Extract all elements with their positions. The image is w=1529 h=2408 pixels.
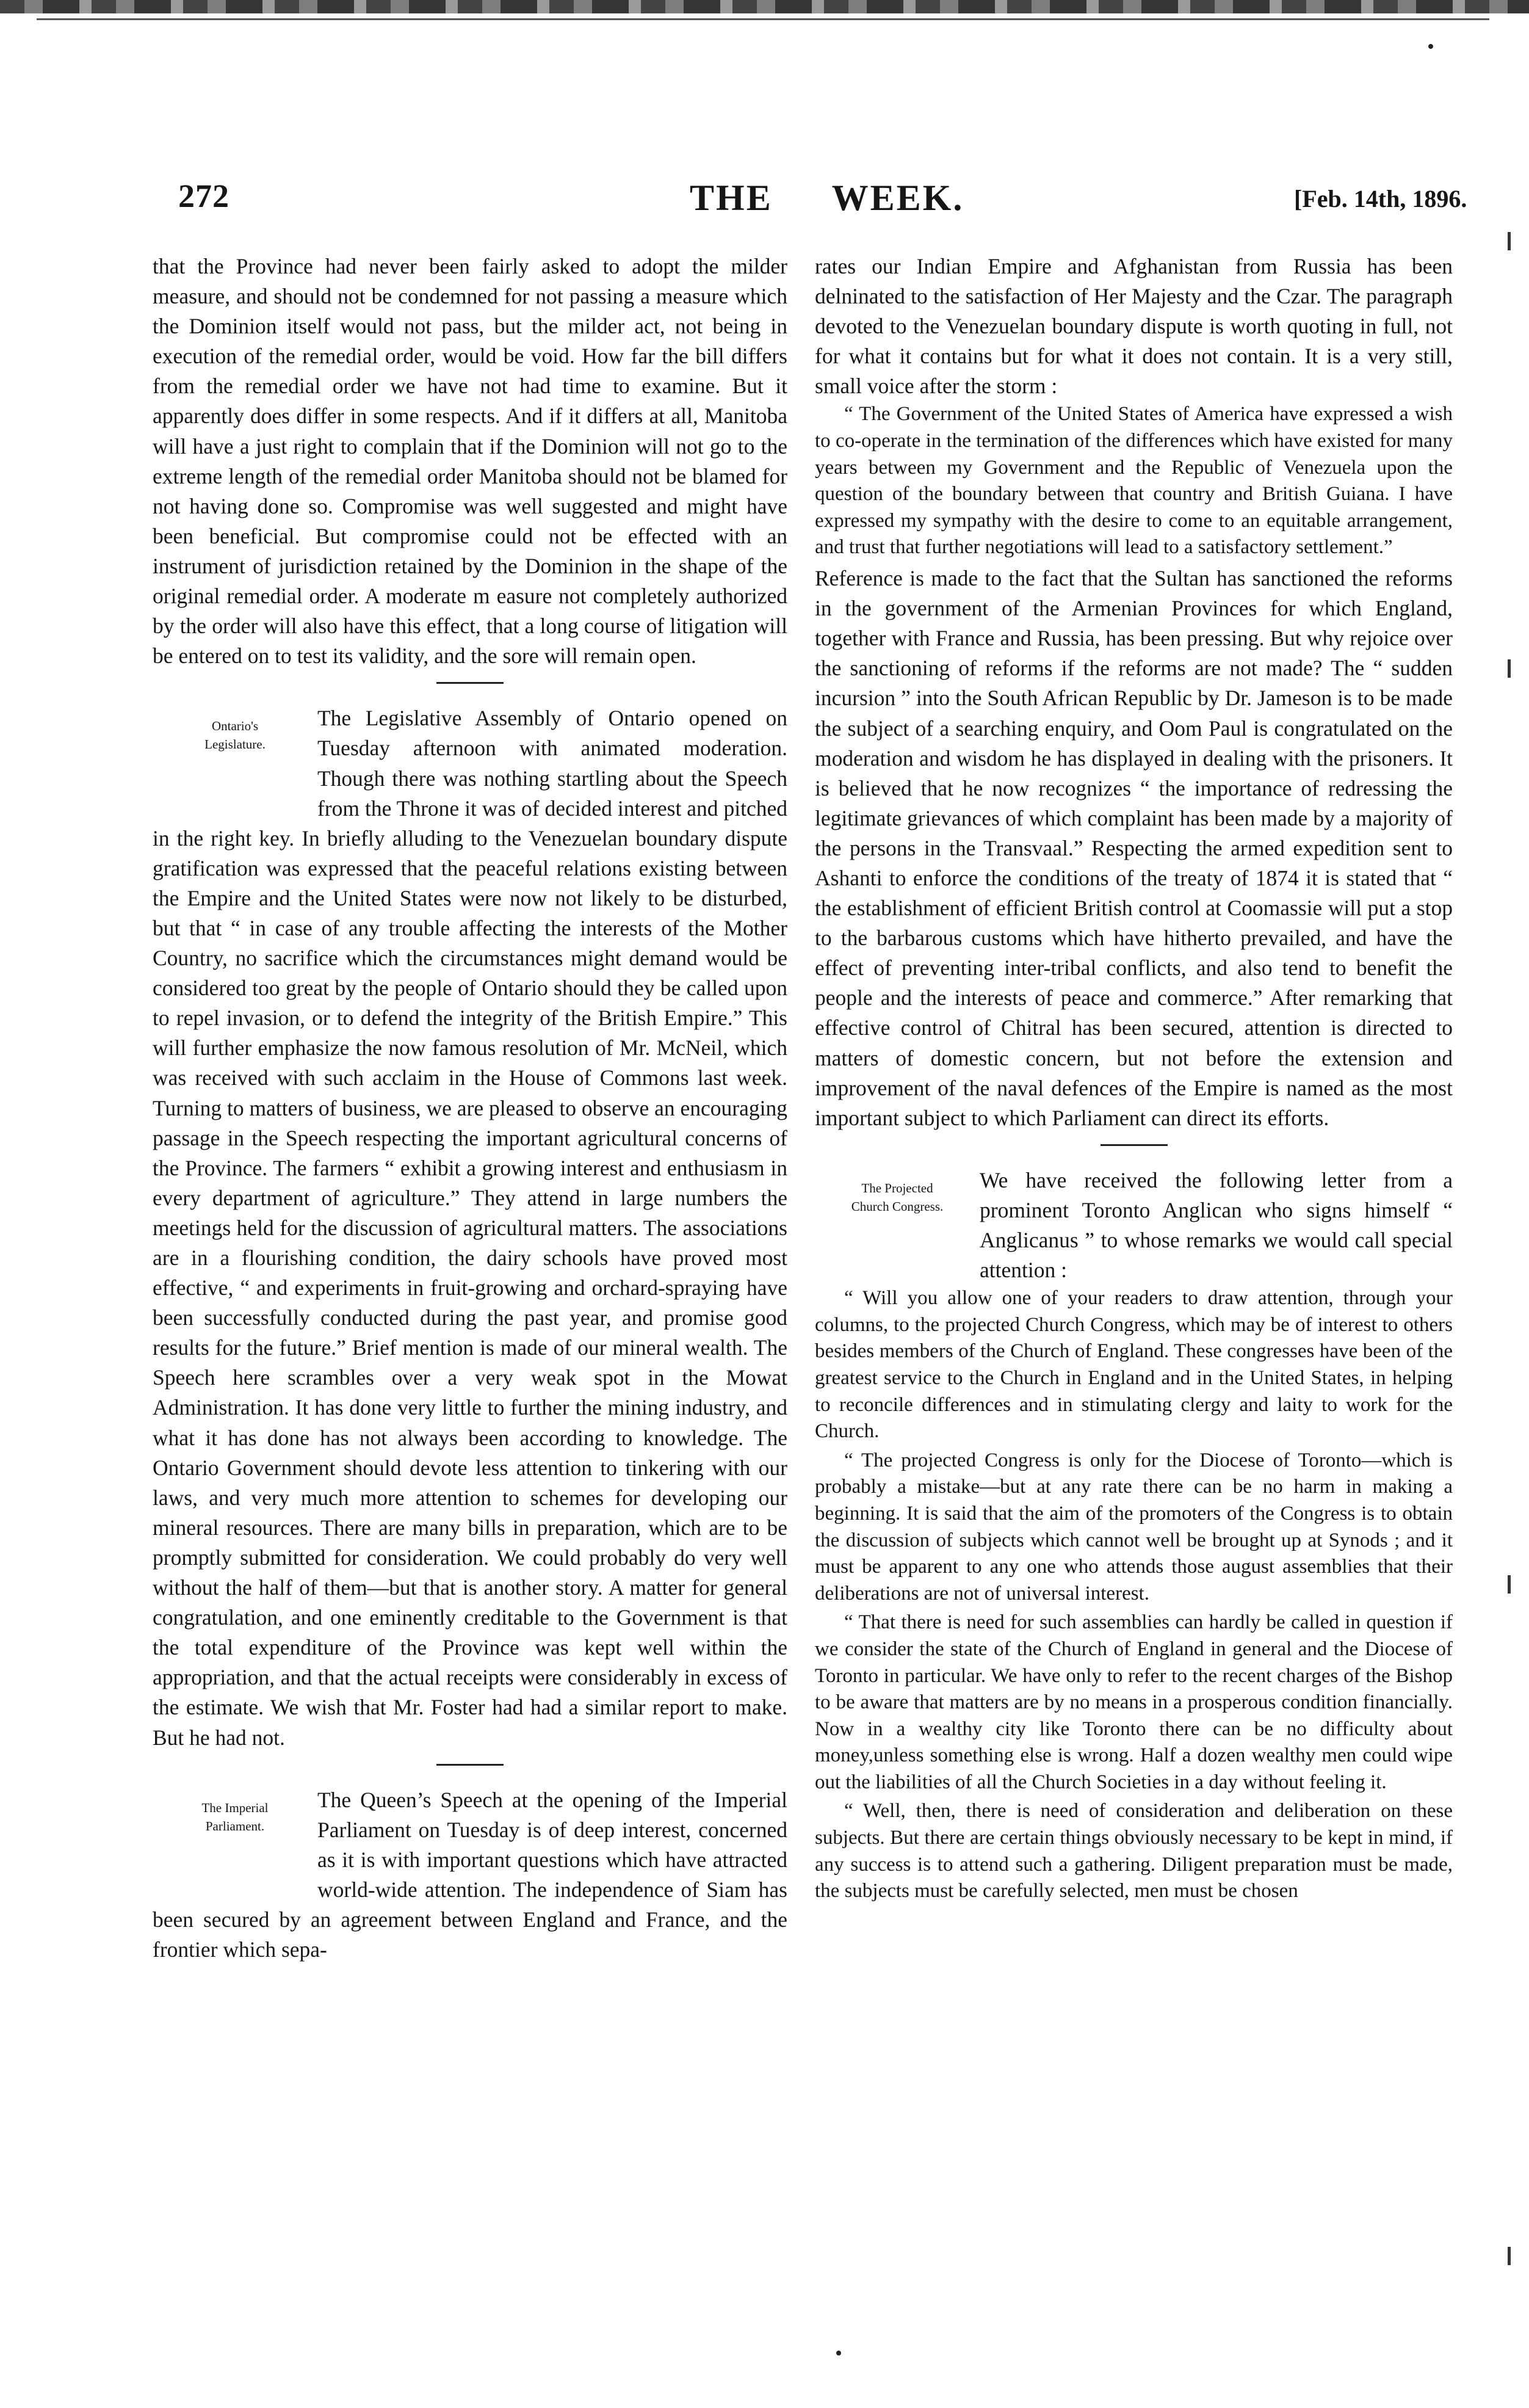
left-paragraph-continued: that the Province had never been fairly asked to adopt the milder measure, and should not be condemned for not passing a measure which the Dominion itself would not pass, but the milder act, not being in execution of the remedial order, would be void. How far the bill differs from the remedial order we have not had time to examine. But it apparently does differ in some respects. And if it differs at all, Manitoba will have a just right to complain that if the Dominion will not go to the extreme length of the remedial order Manitoba should not be blamed for not having done so. Compromise was well suggested and might have been beneficial. But compromise could not be effected with an instrument of jurisdiction retained by the Dominion in the shape of the original remedial order. A moderate m easure not completely authorized by the order will also have this effect, that a long course of litigation will be entered on to test its validity, and the sore will remain open. [153, 254, 787, 669]
scan-top-edge [0, 0, 1529, 13]
masthead [690, 177, 964, 219]
right-paragraph-reference: Reference is made to the fact that the Sultan has sanctioned the reforms in the government of the Armenian Provinces for which England, together with France and Russia, has been pressing. But why rejoice over the sanctioning of reforms if the reforms are not made? The “ sudden incursion ” into the South African Republic by Dr. Jameson is to be made the subject of a searching enquiry, and Oom Paul is congratulated on the moderation and wisdom he has displayed in dealing with the prisoners. It is believed that he now recognizes “ the importance of redressing the legitimate grievances of which complaint has been made by a majority of the persons in the Transvaal.” Respecting the armed expedition sent to Ashanti to enforce the conditions of the treaty of 1874 it is stated that “ the establishment of efficient British control at Coomassie will put a stop to the barbarous customs which have hitherto prevailed, and have the effect of preventing inter-tribal conflicts, and also tend to benefit the people and the interests of peace and commerce.” After remarking that effective control of Chitral has been secured, attention is directed to matters of domestic concern, but not before the extension and improvement of the naval defences of the Empire is named as the most important subject to which Parliament can direct its efforts. [815, 566, 1453, 1130]
church-intro-paragraph: We have received the following letter from a prominent Toronto Anglican who signs himself “ Anglicanus ” to whose remarks we would call special attention : [980, 1167, 1453, 1283]
scan-speck [1428, 44, 1433, 49]
scan-margin-marks [1502, 232, 1520, 2308]
side-heading-ontario [153, 703, 317, 802]
scan-rule [37, 18, 1489, 20]
letter-paragraph: “ The projected Congress is only for the Diocese of Toronto—which is probably a mistake—but at any rate there can be no harm in making a beginning. It is said that the aim of the promoters of the Congress is to obtain the discussion of subjects which cannot well be brought up at Synods ; and it must be apparent to any one who attends those august assemblies that their deliberations are not of universal interest. [815, 1449, 1453, 1605]
side-heading-line: The Imperial [201, 1800, 269, 1815]
side-heading-line: Legislature. [204, 737, 266, 752]
side-heading-line: Parliament. [205, 1818, 265, 1833]
side-heading-imperial [153, 1785, 317, 1884]
right-column [815, 252, 1453, 1907]
page-number: 272 [178, 178, 230, 214]
side-heading-line: Church Congress. [851, 1199, 944, 1214]
right-paragraph-continued: rates our Indian Empire and Afghanistan from Russia has been delninated to the satisfaction of Her Majesty and the Czar. The paragraph devoted to the Venezuelan boundary dispute is worth quoting in full, not for what it contains but for what it does not contain. It is a very still, small voice after the storm : [815, 254, 1453, 399]
section-divider [436, 1764, 504, 1766]
letter-paragraph: “ Well, then, there is need of consideration and deliberation on these subjects. But there are certain things obviously necessary to be kept in mind, if any success is to attend such a gathering. Diligent preparation must be made, the subjects must be carefully selected, men must be chosen [815, 1800, 1453, 1902]
letter-paragraph: “ That there is need for such assemblies can hardly be called in question if we consider the state of the Church of England in general and the Diocese of Toronto in particular. We have only to refer to the recent charges of the Bishop to be aware that matters are by no means in a prosperous condition financially. Now in a wealthy city like Toronto there can be no difficulty about money,unless something else is wrong. Half a dozen wealthy men could wipe out the liabilities of all the Church Societies in a day without feeling it. [815, 1611, 1453, 1793]
queens-speech-quote: “ The Government of the United States of America have expressed a wish to co-operate in the termination of the differences which have existed for many years between my Government and the Republic of Venezuela upon the question of the boundary between that country and British Guiana. I have expressed my sympathy with the desire to come to an equitable arrangement, and trust that further negotiations will lead to a satisfactory settlement.” [815, 403, 1453, 559]
section-imperial-parliament [153, 1785, 787, 1965]
page-header [0, 177, 1529, 232]
ontario-paragraph: The Legislative Assembly of Ontario opened on Tuesday afternoon with animated moderation. Though there was nothing startling about the Speech from the Throne it was of decided interest and pitched in the right key. In briefly alluding to the Venezuelan boundary dispute gratification was expressed that the peaceful relations existing between the Empire and the United States were now not likely to be disturbed, but that “ in case of any trouble affecting the interests of the Mother Country, no sacrifice which the circumstances might demand would be considered too great by the people of Ontario should they be called upon to repel invasion, or to defend the integrity of the British Empire.” This will further emphasize the now famous resolution of Mr. McNeil, which was received with such acclaim in the House of Commons last week. Turning to matters of business, we are pleased to observe an encouraging passage in the Speech respecting the important agricultural concerns of the Province. The farmers “ exhibit a growing interest and enthusiasm in every department of agriculture.” They attend in large numbers the meetings held for the discussion of agricultural matters. The associations are in a flourishing condition, the dairy schools have proved most effective, “ and experiments in fruit-growing and orchard-spraying have been successfully conducted during the past year, and promise good results for the future.” Brief mention is made of our mineral wealth. The Speech here scrambles over a very weak spot in the Mowat Administration. It has done very little to further the mining industry, and what it has done has not always been according to knowledge. The Ontario Government should devote less attention to tinkering with our laws, and very much more attention to schemes for developing our mineral resources. There are many bills in preparation, which are to be promptly submitted for consideration. We could probably do very well without the half of them—but that is another story. A matter for general congratulation, and one eminently creditable to the Government is that the total expenditure of the Province was kept well within the appropriation, and that the actual receipts were considerably in excess of the estimate. We wish that Mr. Foster had had a similar report to make. But he had not. [153, 706, 787, 1750]
section-ontario-legislature [153, 703, 787, 1752]
side-heading-church [815, 1166, 980, 1264]
letter-paragraph: “ Will you allow one of your readers to draw attention, through your columns, to the projected Church Congress, which may be of interest to others besides members of the Church of England. These congresses have been of the greatest service to the Church in England and in the United States, in helping to reconcile differences and in stimulating clergy and laity to work for the Church. [815, 1287, 1453, 1443]
section-divider [1101, 1144, 1168, 1146]
scan-speck [836, 2351, 841, 2355]
side-heading-line: The Projected [861, 1180, 933, 1195]
side-heading-line: Ontario's [211, 719, 259, 734]
issue-date: [Feb. 14th, 1896. [1294, 185, 1467, 212]
masthead-word-the: THE [690, 178, 773, 218]
masthead-word-week: WEEK. [831, 178, 964, 218]
section-church-congress [815, 1166, 1453, 1285]
section-divider [436, 682, 504, 684]
left-column [153, 252, 787, 1965]
imperial-paragraph: The Queen’s Speech at the opening of the Imperial Parliament on Tuesday is of deep interest, concerned as it is with important questions which have attracted world-wide attention. The independence of Siam has been secured by an agreement between England and France, and the frontier which sepa- [153, 1787, 787, 1962]
